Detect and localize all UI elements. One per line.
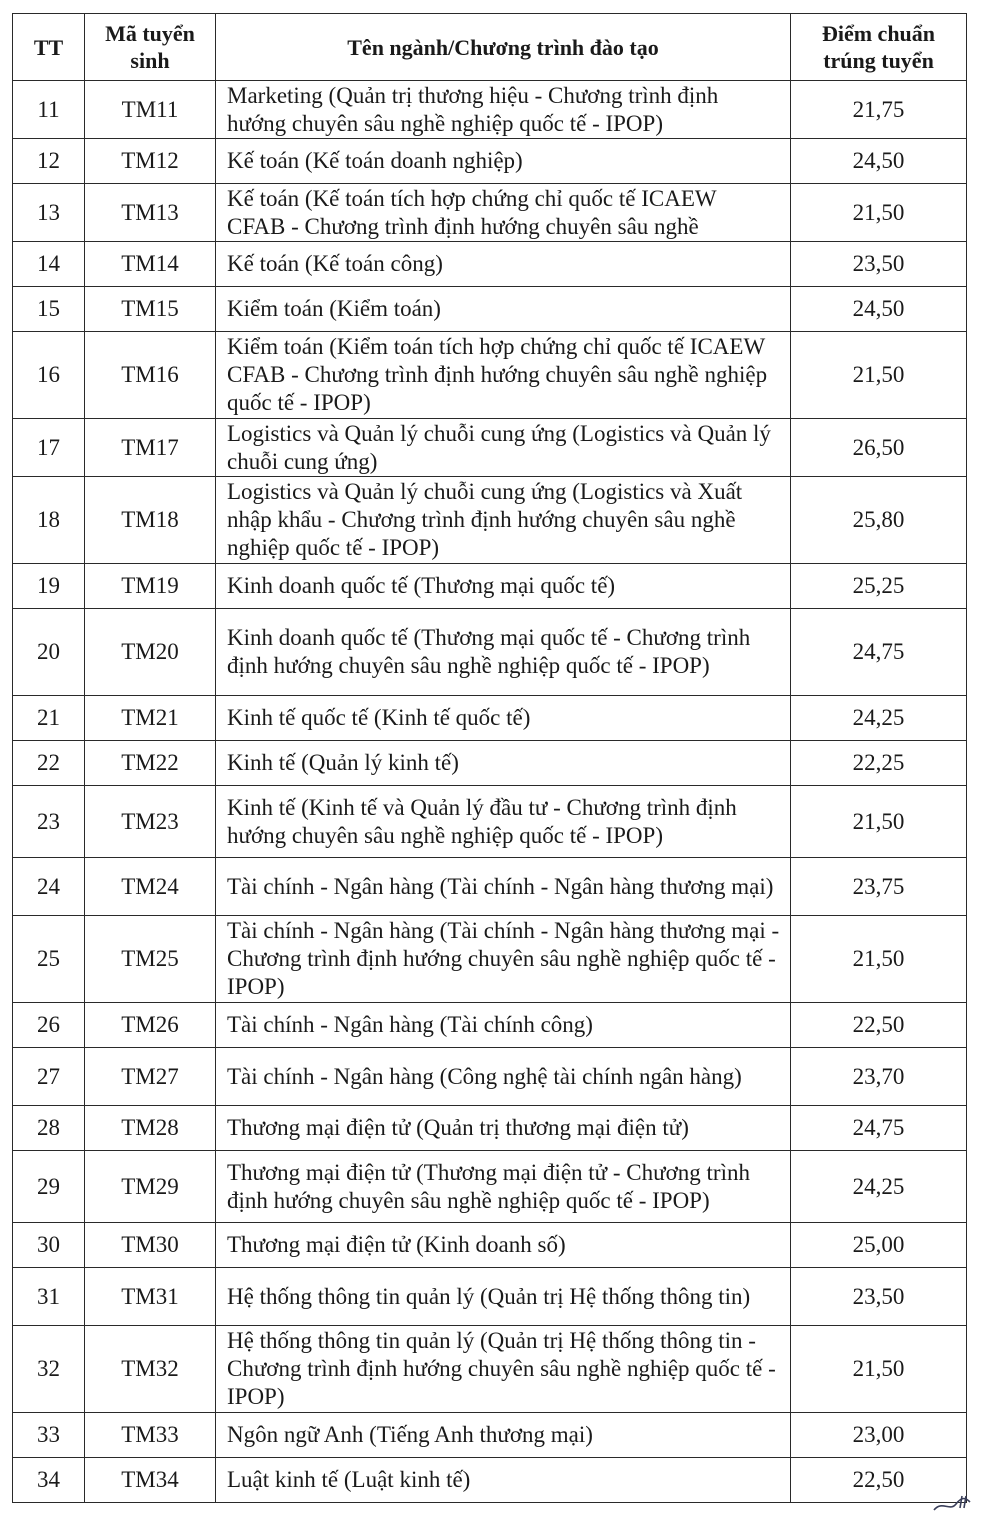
row-program-name: Kinh doanh quốc tế (Thương mại quốc tế) [216, 564, 791, 609]
header-code-line2: sinh [130, 48, 170, 73]
row-program-name: Kế toán (Kế toán công) [216, 242, 791, 287]
table-row [13, 184, 967, 242]
row-program-name: Thương mại điện tử (Quản trị thương mại điện tử) [216, 1106, 791, 1151]
row-program-name: Ngôn ngữ Anh (Tiếng Anh thương mại) [216, 1413, 791, 1458]
row-tt: 11 [13, 81, 85, 139]
row-score: 22,50 [791, 1003, 967, 1048]
row-code: TM29 [85, 1151, 216, 1223]
row-code: TM21 [85, 696, 216, 741]
row-code: TM33 [85, 1413, 216, 1458]
row-program-name: Tài chính - Ngân hàng (Tài chính - Ngân hàng thương mại - Chương trình định hướng chuyên sâu nghề nghiệp quốc tế - IPOP) [216, 916, 791, 1003]
row-code: TM18 [85, 477, 216, 564]
row-tt: 16 [13, 332, 85, 419]
row-score: 23,75 [791, 858, 967, 916]
row-code: TM12 [85, 139, 216, 184]
row-score: 22,50 [791, 1458, 967, 1503]
row-code: TM23 [85, 786, 216, 858]
row-program-name: Luật kinh tế (Luật kinh tế) [216, 1458, 791, 1503]
header-score-line1: Điểm chuẩn [821, 21, 936, 46]
row-tt: 15 [13, 287, 85, 332]
table-row [13, 1458, 967, 1503]
row-code: TM30 [85, 1223, 216, 1268]
table-row [13, 1106, 967, 1151]
row-tt: 30 [13, 1223, 85, 1268]
row-score: 25,80 [791, 477, 967, 564]
table-row [13, 1003, 967, 1048]
table-row [13, 696, 967, 741]
row-tt: 25 [13, 916, 85, 1003]
table-row [13, 741, 967, 786]
row-program-name: Kinh tế (Quản lý kinh tế) [216, 741, 791, 786]
row-tt: 29 [13, 1151, 85, 1223]
row-tt: 21 [13, 696, 85, 741]
row-program-name: Tài chính - Ngân hàng (Tài chính công) [216, 1003, 791, 1048]
table-row [13, 609, 967, 696]
header-code-line1: Mã tuyển [105, 21, 195, 46]
row-score: 24,75 [791, 609, 967, 696]
table-row [13, 419, 967, 477]
table-row [13, 287, 967, 332]
table-row [13, 1223, 967, 1268]
row-program-name: Kiểm toán (Kiểm toán tích hợp chứng chỉ quốc tế ICAEW CFAB - Chương trình định hướng chuyên sâu nghề nghiệp quốc tế - IPOP) [216, 332, 791, 419]
row-code: TM32 [85, 1326, 216, 1413]
header-score [791, 14, 967, 81]
row-score: 23,50 [791, 1268, 967, 1326]
row-score: 21,50 [791, 786, 967, 858]
row-score: 24,50 [791, 139, 967, 184]
row-score: 24,75 [791, 1106, 967, 1151]
table-row [13, 332, 967, 419]
row-tt: 32 [13, 1326, 85, 1413]
row-score: 21,50 [791, 1326, 967, 1413]
header-program-name [216, 14, 791, 81]
row-tt: 31 [13, 1268, 85, 1326]
row-score: 23,00 [791, 1413, 967, 1458]
row-tt: 18 [13, 477, 85, 564]
row-code: TM25 [85, 916, 216, 1003]
row-score: 21,50 [791, 332, 967, 419]
initial-mark [932, 1492, 976, 1514]
row-tt: 12 [13, 139, 85, 184]
row-score: 25,00 [791, 1223, 967, 1268]
row-tt: 20 [13, 609, 85, 696]
table-header-row [13, 14, 967, 81]
row-tt: 13 [13, 184, 85, 242]
row-score: 24,25 [791, 1151, 967, 1223]
row-tt: 26 [13, 1003, 85, 1048]
header-name-label: Tên ngành/Chương trình đào tạo [347, 34, 659, 60]
row-score: 23,70 [791, 1048, 967, 1106]
row-score: 24,25 [791, 696, 967, 741]
row-program-name: Kế toán (Kế toán tích hợp chứng chỉ quốc tế ICAEW CFAB - Chương trình định hướng chuyên sâu nghề [216, 184, 791, 242]
row-code: TM15 [85, 287, 216, 332]
row-tt: 33 [13, 1413, 85, 1458]
row-tt: 19 [13, 564, 85, 609]
row-code: TM24 [85, 858, 216, 916]
row-code: TM19 [85, 564, 216, 609]
row-program-name: Thương mại điện tử (Thương mại điện tử - Chương trình định hướng chuyên sâu nghề nghiệp quốc tế - IPOP) [216, 1151, 791, 1223]
table-row [13, 1151, 967, 1223]
table-row [13, 477, 967, 564]
row-tt: 14 [13, 242, 85, 287]
row-tt: 34 [13, 1458, 85, 1503]
row-tt: 23 [13, 786, 85, 858]
row-code: TM31 [85, 1268, 216, 1326]
row-code: TM11 [85, 81, 216, 139]
row-program-name: Marketing (Quản trị thương hiệu - Chương trình định hướng chuyên sâu nghề nghiệp quốc tế - IPOP) [216, 81, 791, 139]
table-body [13, 81, 967, 1503]
table-row [13, 1048, 967, 1106]
row-score: 22,25 [791, 741, 967, 786]
table-row [13, 564, 967, 609]
row-score: 23,50 [791, 242, 967, 287]
row-score: 21,50 [791, 184, 967, 242]
header-score-line2: trúng tuyển [823, 48, 934, 73]
table-row [13, 139, 967, 184]
row-program-name: Logistics và Quản lý chuỗi cung ứng (Logistics và Quản lý chuỗi cung ứng) [216, 419, 791, 477]
table-row [13, 242, 967, 287]
row-tt: 17 [13, 419, 85, 477]
row-code: TM27 [85, 1048, 216, 1106]
row-score: 21,75 [791, 81, 967, 139]
row-program-name: Kinh tế (Kinh tế và Quản lý đầu tư - Chương trình định hướng chuyên sâu nghề nghiệp quốc tế - IPOP) [216, 786, 791, 858]
row-program-name: Tài chính - Ngân hàng (Tài chính - Ngân hàng thương mại) [216, 858, 791, 916]
row-score: 24,50 [791, 287, 967, 332]
row-tt: 24 [13, 858, 85, 916]
table-row [13, 786, 967, 858]
row-code: TM28 [85, 1106, 216, 1151]
row-tt: 28 [13, 1106, 85, 1151]
row-program-name: Thương mại điện tử (Kinh doanh số) [216, 1223, 791, 1268]
header-tt-label: TT [33, 34, 64, 60]
row-code: TM13 [85, 184, 216, 242]
table-row [13, 1326, 967, 1413]
table-row [13, 1413, 967, 1458]
table-row [13, 1268, 967, 1326]
row-program-name: Kinh tế quốc tế (Kinh tế quốc tế) [216, 696, 791, 741]
row-program-name: Hệ thống thông tin quản lý (Quản trị Hệ thống thông tin) [216, 1268, 791, 1326]
row-program-name: Kiểm toán (Kiểm toán) [216, 287, 791, 332]
row-score: 21,50 [791, 916, 967, 1003]
row-code: TM14 [85, 242, 216, 287]
row-code: TM26 [85, 1003, 216, 1048]
row-code: TM20 [85, 609, 216, 696]
row-program-name: Tài chính - Ngân hàng (Công nghệ tài chính ngân hàng) [216, 1048, 791, 1106]
document-page [12, 13, 966, 1503]
row-code: TM34 [85, 1458, 216, 1503]
row-code: TM22 [85, 741, 216, 786]
row-code: TM17 [85, 419, 216, 477]
row-program-name: Kế toán (Kế toán doanh nghiệp) [216, 139, 791, 184]
row-program-name: Logistics và Quản lý chuỗi cung ứng (Logistics và Xuất nhập khẩu - Chương trình định hướng chuyên sâu nghề nghiệp quốc tế - IPOP) [216, 477, 791, 564]
table-row [13, 916, 967, 1003]
row-tt: 27 [13, 1048, 85, 1106]
row-score: 25,25 [791, 564, 967, 609]
row-program-name: Kinh doanh quốc tế (Thương mại quốc tế - Chương trình định hướng chuyên sâu nghề nghiệp quốc tế - IPOP) [216, 609, 791, 696]
row-program-name: Hệ thống thông tin quản lý (Quản trị Hệ thống thông tin - Chương trình định hướng chuyên sâu nghề nghiệp quốc tế - IPOP) [216, 1326, 791, 1413]
header-tt [13, 14, 85, 81]
table-row [13, 858, 967, 916]
admission-score-table [12, 13, 967, 1503]
row-tt: 22 [13, 741, 85, 786]
row-score: 26,50 [791, 419, 967, 477]
table-row [13, 81, 967, 139]
row-code: TM16 [85, 332, 216, 419]
header-code [85, 14, 216, 81]
